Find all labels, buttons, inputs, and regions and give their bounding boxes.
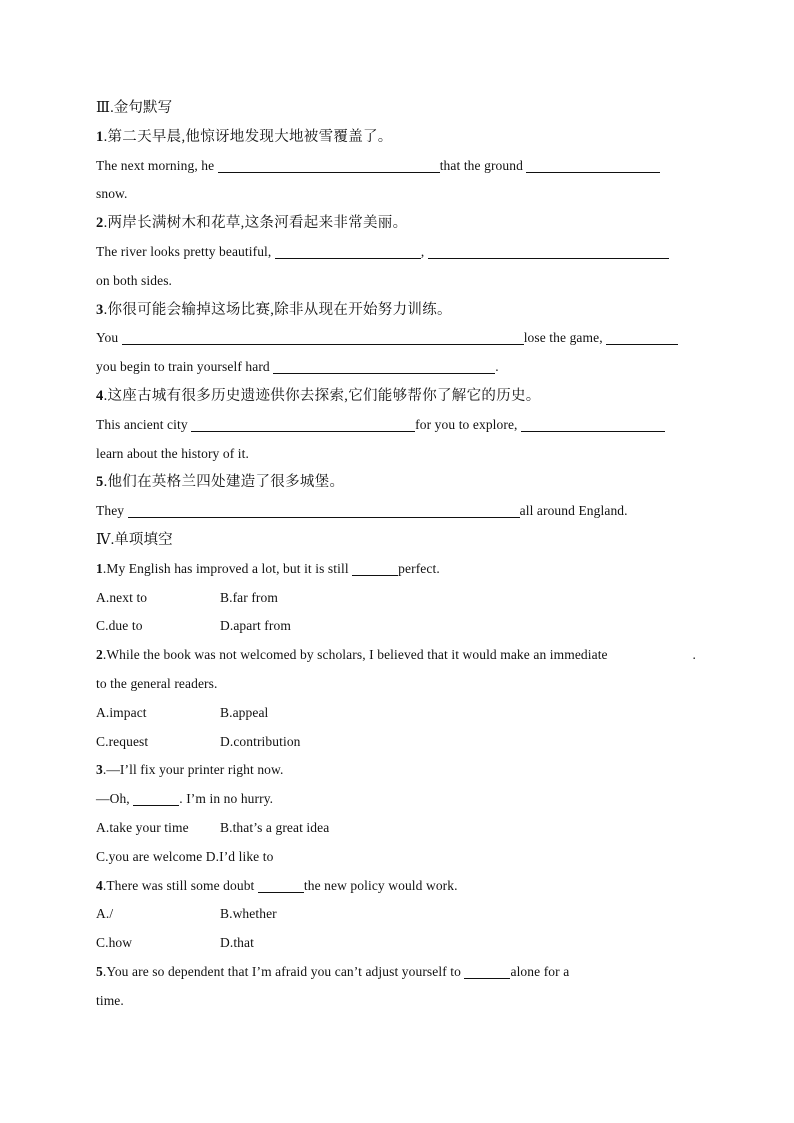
text: .You are so dependent that I’m afraid you can’t adjust yourself to [102, 963, 465, 979]
answer-blank[interactable] [464, 962, 510, 979]
answer-blank[interactable] [128, 501, 520, 518]
s4-q2-options-cd [96, 728, 700, 757]
option-d[interactable]: D.contribution [220, 733, 301, 749]
s4-q2-stem [96, 641, 700, 670]
text: The next morning, he [96, 157, 218, 173]
text: .—I’ll fix your printer right now. [102, 762, 284, 778]
option-b[interactable]: B.far from [220, 589, 278, 605]
s3-q3-line2 [96, 353, 700, 382]
answer-blank[interactable] [122, 328, 524, 345]
s4-q3-options-ab [96, 814, 700, 843]
answer-blank[interactable] [258, 876, 304, 893]
chinese-sentence: .两岸长满树木和花草,这条河看起来非常美丽。 [103, 215, 408, 232]
text: This ancient city [96, 416, 192, 432]
s3-q5-line1 [96, 497, 700, 526]
s4-q3-stem [96, 756, 700, 785]
s4-q1-options-cd [96, 612, 700, 641]
option-c[interactable]: C.you are welcome [96, 848, 203, 864]
text: lose the game, [523, 330, 607, 346]
s4-q1-stem [96, 555, 700, 584]
option-a[interactable]: A./ [96, 906, 114, 922]
option-b[interactable]: B.appeal [220, 704, 269, 720]
text: . I’m in no hurry. [179, 791, 274, 807]
chinese-sentence: .这座古城有很多历史遗迹供你去探索,它们能够帮你了解它的历史。 [103, 387, 541, 404]
s4-q4-options-cd [96, 929, 700, 958]
answer-blank[interactable] [133, 789, 179, 806]
chinese-sentence: .他们在英格兰四处建造了很多城堡。 [103, 474, 345, 491]
option-d[interactable]: D.apart from [220, 618, 291, 634]
text: They [96, 503, 128, 519]
worksheet-page [96, 94, 700, 1016]
s4-q4-stem [96, 872, 700, 901]
s3-q2-line2: on both sides. [96, 272, 173, 288]
question-number: 1 [96, 128, 104, 145]
answer-blank[interactable] [526, 156, 660, 173]
option-d[interactable]: D.that [220, 935, 254, 951]
s3-q2-line1 [96, 238, 700, 267]
question-number: 1 [96, 560, 103, 576]
question-number: 5 [96, 963, 103, 979]
s3-q1-line2: snow. [96, 186, 128, 202]
text: you begin to train yourself hard [96, 359, 274, 375]
option-a[interactable]: A.next to [96, 589, 148, 605]
text: .While the book was not welcomed by scholars, I believed that it would make an immediate [102, 647, 608, 663]
section-4-heading: Ⅳ.单项填空 [96, 531, 173, 548]
text: alone for a [510, 963, 570, 979]
s4-q3-options-cd [96, 843, 700, 872]
s4-q3-reply [96, 785, 700, 814]
text: . [495, 359, 499, 375]
s3-q3-prompt [96, 296, 700, 325]
answer-blank[interactable] [606, 328, 678, 345]
answer-blank[interactable] [521, 415, 665, 432]
s3-q4-line2: learn about the history of it. [96, 445, 249, 461]
option-a[interactable]: A.impact [96, 704, 147, 720]
option-b[interactable]: B.whether [220, 906, 277, 922]
text: .My English has improved a lot, but it is still [102, 560, 353, 576]
text: for you to explore, [415, 416, 522, 432]
question-number: 3 [96, 301, 104, 318]
section-3-heading: Ⅲ.金句默写 [96, 100, 173, 116]
text: You [96, 330, 122, 346]
s3-q1-line1 [96, 152, 700, 181]
answer-blank[interactable] [428, 242, 669, 259]
s3-q3-line1 [96, 324, 700, 353]
chinese-sentence: .第二天早晨,他惊讶地发现大地被雪覆盖了。 [103, 128, 393, 145]
s3-q2-prompt [96, 209, 700, 238]
answer-blank[interactable] [218, 156, 440, 173]
s4-q2-options-ab [96, 699, 700, 728]
option-c[interactable]: C.how [96, 935, 133, 951]
s3-q4-line1 [96, 411, 700, 440]
answer-blank[interactable] [275, 242, 421, 259]
chinese-sentence: .你很可能会输掉这场比赛,除非从现在开始努力训练。 [103, 301, 452, 318]
question-number: 4 [96, 387, 104, 404]
text: that the ground [439, 157, 527, 173]
option-d[interactable]: D.I’d like to [205, 848, 274, 864]
text: , [420, 243, 428, 259]
option-c[interactable]: C.request [96, 733, 149, 749]
question-number: 4 [96, 877, 103, 893]
text: perfect. [398, 560, 440, 576]
text: the new policy would work. [303, 877, 458, 893]
answer-blank[interactable] [191, 415, 415, 432]
text: all around England. [519, 503, 628, 519]
s4-q4-options-ab [96, 900, 700, 929]
text: —Oh, [96, 791, 134, 807]
s4-q5-stem [96, 958, 700, 987]
answer-blank[interactable] [352, 559, 398, 576]
option-c[interactable]: C.due to [96, 618, 143, 634]
question-number: 5 [96, 474, 104, 491]
question-number: 3 [96, 762, 103, 778]
question-number: 2 [96, 215, 104, 232]
text: .There was still some doubt [102, 877, 258, 893]
question-number: 2 [96, 647, 103, 663]
text: The river looks pretty beautiful, [96, 243, 275, 259]
option-b[interactable]: B.that’s a great idea [220, 819, 330, 835]
s3-q1-prompt [96, 123, 700, 152]
s4-q1-options-ab [96, 584, 700, 613]
s3-q4-prompt [96, 382, 700, 411]
text: . [692, 647, 696, 663]
s4-q2-stem-cont: to the general readers. [96, 675, 218, 691]
option-a[interactable]: A.take your time [96, 819, 189, 835]
s3-q5-prompt [96, 468, 700, 497]
s4-q5-stem-cont: time. [96, 992, 124, 1008]
answer-blank[interactable] [273, 357, 495, 374]
